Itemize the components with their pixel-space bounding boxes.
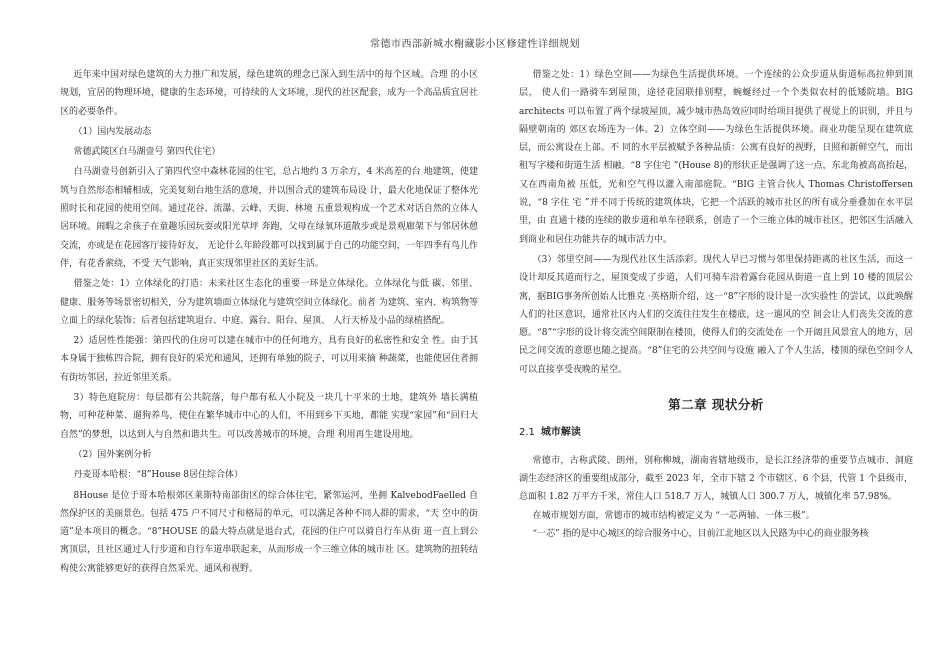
case-title-baimahu: 常德武陵区白马湖壹号 第四代住宅） <box>73 147 221 158</box>
paragraph-8house-lessons: 借鉴之处：1）绿色空间——为绿色生活提供环境。一个连续的公众步道从街道标高拉伸到顶层， 使人们一路骑车到屋顶，途径花园联排别墅，蜿蜒经过一个个类似农村的低矮院墙。BIG architects 可以布置了两个绿坡屋顶，减少城市热岛效应同时给项目提供了视觉上的识别，并且与隔壁朝南的 郊区农场连为一体。2）立体空间——为绿色生活提供环境。商业功能呈现在建筑底层，而公寓设在上部。不 同的水平层被赋予各种品质：公寓有良好的视野，日照和新鲜空气，而出租写字楼和街道生活 相融。“8 字住宅 ”(House 8)的形状正是强调了这一点，东北角被高高抬起，又在西南角被 压低，光和空气得以灌入南部庭院。“BIG 主管合伙人 Thomas Christoffersen 说，“8 字住 宅 ”并不同于传统的建筑体块，它把一个活跃的城市社区的所有成分垂叠加在水平层里，由 直通十楼的连续的散步道和单车径联系，创造了一个三维立体的城市社区，把邻区生活融入 到商业和居住功能共存的城市活力中。 <box>519 70 913 245</box>
paragraph-neighborhood-space: （3）邻里空间——为现代社区生活添彩。现代人早已习惯与邻里保持距离的社区生活，而这一设计却反其道而行之，屋顶变成了步道，人们可骑车沿着露台花园从街道一直上到 10 楼的顶层公寓，据BIG事务所创始人比雅克 ·英格斯介绍，这一“8”字形的设计是一次实验性 的尝试，以此唤醒人们的社区意识，通常社区内人们的交流往往发生在楼底，这一遛风的空 间会让人们丧失交流的意愿。“8”“字形的设计将交流空间限制在楼顶，使得人们的交流处在 一个开阔且风景宜人的地方，居民之间交流的意愿也随之提高。“8”住宅的公共空间与设施 融入了个人生活，楼顶的绿色空间令人可以直接享受夜晚的星空。 <box>519 254 913 375</box>
paragraph-lessons-3: 3）特色庭院房：每层都有公共院落，每户都有私人小院及一块几十平米的土地，建筑外 墙长满植物，可种花种菜、遛狗养鸟，使住在繁华城市中心的人们，不用到乡下买地，都能 实现“家园”和“回归大自然”的梦想，以达到人与自然和谐共生。可以改善城市的环境，合理 利用再生建设用地。 <box>60 393 478 440</box>
subheading-domestic: （1）国内发展动态 <box>73 126 152 137</box>
section-number: 2.1 <box>519 427 535 439</box>
section-heading <box>519 424 913 442</box>
chapter-title: 第二章 现状分析 <box>668 397 764 413</box>
running-header: 常德市西部新城水榭藏影小区修建性详细规划 <box>370 39 580 50</box>
paragraph-city-overview: 常德市，古称武陵、朗州，别称柳城，湖南省辖地级市，是长江经济带的重要节点城市、洞庭 湖生态经济区的重要组成部分，截至 2023 年，全市下辖 2 个市辖区、6 个县，代管 1 个县级市，总面积 1.82 万平方千米，常住人口 518.7 万人，城镇人口 300.7 万人，城镇化率 57.98%。 <box>519 455 913 503</box>
paragraph-lessons-1: 借鉴之处：1）立体绿化的打造：未来社区生态化的重要一环是立体绿化。立体绿化与低 碳、邻里、健康、服务等场景密切相关，分为建筑墙面立体绿化与建筑空间立体绿化。前者 为建筑、室内、构筑物等立面上的绿化装饰；后者包括建筑退台、中庭、露台、阳台、屋顶、 人行天桥及小品的绿植搭配。 <box>60 279 478 326</box>
paragraph-city-structure: 在城市规划方面，常德市的城市结构被定义为 “一芯两轴、一体三极”。 <box>532 510 815 521</box>
paragraph-lessons-2: 2）适居性性能强：第四代的住房可以建在城市中的任何地方，具有良好的私密性和安全 性。由于其本身属于独栋四合院，拥有良好的采光和通风，还拥有单独的院子，可以用来摘 种蔬菜，也能使居住者拥有街坊邻居，拉近邻里关系。 <box>60 336 478 383</box>
left-column <box>60 66 478 578</box>
subheading-foreign: （2）国外案例分析 <box>73 449 152 460</box>
paragraph-baimahu: 白马湖壹号创新引入了第四代空中森林花园的住宅，总占地约 3 万余方，4 米高差的台 地建筑，使建筑与自然形态相辅相成，完美复刻台地生活的意境，并以围合式的建筑布局设 计，最大化地保证了整体光照时长和花园的使用空间。通过花谷、流瀑、云峰、天街、林境 五重景观构成一个艺术对话自然的立体人居环境。闹暇之余孩子在童趣乐园玩耍或阳光草坪 奔跑，父母在绿氧环道散步或是景观廊架下与邻居休憩交流，亦或是在花园客厅接待好友， 无论什么年龄段都可以找到属于自己的功能空间，一年四季有鸟儿作伴，有花香萦绕，不受 天气影响，真正实现邻里社区的美好生活。 <box>60 167 478 269</box>
paragraph-one-core: “一芯” 指的是中心城区的综合服务中心，目前江北地区以人民路为中心的商业服务核 <box>532 528 869 539</box>
right-column <box>519 66 913 543</box>
section-title: 城市解读 <box>540 427 581 439</box>
intro-paragraph: 近年来中国对绿色建筑的大力推广和发展，绿色建筑的理念已深入到生活中的每个区域。合理 的小区规划，宜居的物理环境，健康的生态环境，可持续的人文环境，现代的社区配套，成为一个高品质宜居社区的必要条件。 <box>60 70 478 117</box>
case-title-8house: 丹麦哥本哈根：“8”House 8居住综合体） <box>73 470 244 481</box>
paragraph-8house: 8House 是位于哥本哈根郊区莱斯特南部街区的综合体住宅，紧邻运河，坐拥 KalvebodFaelled 自然保护区的美丽景色。包括 475 户不同尺寸和格局的单元，可以满足各种不同人群的需求，“天 空中的街道”是本项目的概念。“8”HOUSE 的最大特点就是退台式，花园的住户可以骑自行车从街 道一直上到公寓顶层，且社区通过人行步道和自行车道串联起来，从而形成一个三维立体的城市社 区。建筑物的扭转结构使公寓能够更好的获得自然采光、通风和视野。 <box>60 490 478 574</box>
